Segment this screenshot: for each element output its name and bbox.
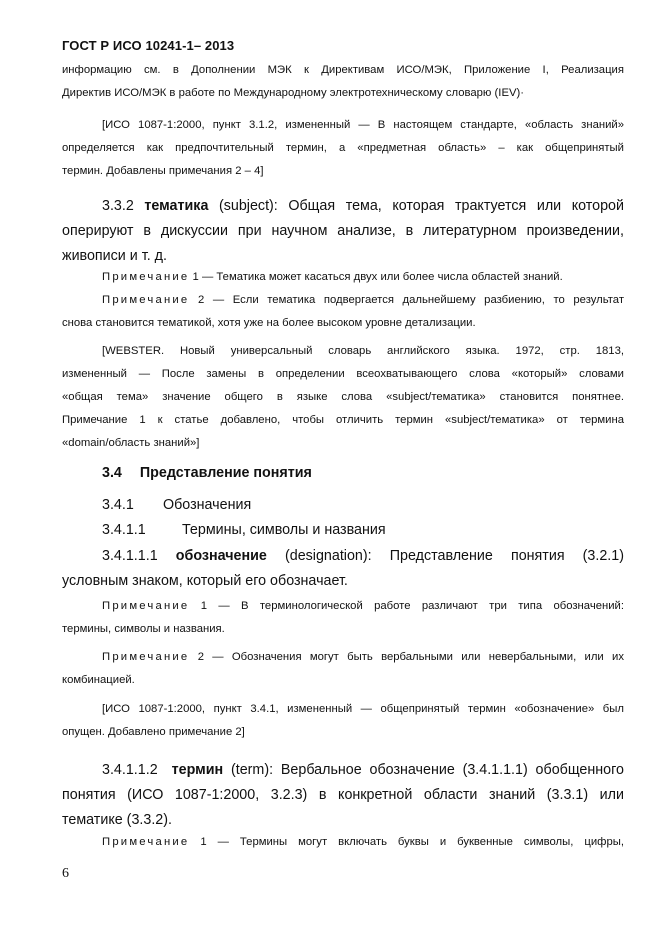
text-line: понятия (ИСО 1087-1:2000, 3.2.3) в конкретной области знаний (3.3.1) или <box>62 787 624 803</box>
term-english: (subject): <box>218 198 278 214</box>
note-number: 1 <box>192 271 199 283</box>
section-number: 3.4.1.1 <box>102 522 146 538</box>
note-text: — Если тематика подвергается дальнейшему разбиению, то результат <box>212 294 624 306</box>
text-line: термин. Добавлены примечания 2 – 4] <box>62 165 264 177</box>
term-english: (designation): <box>284 548 372 564</box>
text-line: измененный — После замены в определении всеохватывающего слова «который» словами <box>62 368 624 380</box>
term-definition-start: Вербальное обозначение (3.4.1.1.1) обобщенного <box>280 762 624 778</box>
text-line: тематике (3.3.2). <box>62 812 172 828</box>
note-number: 2 <box>197 651 204 663</box>
note-1 <box>62 595 624 618</box>
text-line: информацию см. в Дополнении МЭК к Директивам ИСО/МЭК, Приложение I, Реализация <box>62 64 624 76</box>
note-number: 1 <box>200 836 207 848</box>
term-number: 3.3.2 <box>102 198 134 214</box>
text-line: «общая тема» значение общего в языке слова «subject/тематика» становится понятнее. <box>62 391 624 403</box>
term-first-line <box>62 544 624 569</box>
note-text: — Термины могут включать буквы и буквенные символы, цифры, <box>217 836 624 848</box>
section-title-341: Обозначения <box>163 497 252 513</box>
term-english: (term): <box>230 762 274 778</box>
text-line: Примечание 1 к статье добавлено, чтобы отличить термин «subject/тематика» от термина <box>62 414 624 426</box>
text-line: «domain/область знаний»] <box>62 437 200 449</box>
note-label: Примечание <box>102 271 190 283</box>
text-line: опущен. Добавлено примечание 2] <box>62 726 245 738</box>
text-line: комбинацией. <box>62 674 135 686</box>
note-text: — Обозначения могут быть вербальными или невербальными, или их <box>212 651 624 663</box>
notes-34111-1 <box>62 595 624 641</box>
term-entry-332 <box>62 194 624 269</box>
section-heading-341 <box>102 497 134 513</box>
text-line: определяется как предпочтительный термин, а «предметная область» – как общепринятый <box>62 142 624 154</box>
note-1 <box>62 266 624 289</box>
text-line: оперируют в дискуссии при научном анализе, в литературном произведении, <box>62 223 624 239</box>
note-label: Примечание <box>102 651 190 663</box>
section-heading-3411 <box>102 522 146 538</box>
reference-iso-1087-312 <box>62 114 624 183</box>
text-line: [WEBSTER. Новый универсальный словарь английского языка. 1972, стр. 1813, <box>102 345 624 357</box>
notes-34112 <box>62 831 624 854</box>
note-label: Примечание <box>102 600 190 612</box>
intro-paragraph <box>62 59 624 105</box>
term-entry-34112 <box>62 758 624 833</box>
notes-332 <box>62 266 624 335</box>
note-2 <box>62 289 624 312</box>
section-number: 3.4.1 <box>102 497 134 513</box>
term-name: термин <box>171 762 224 778</box>
section-title: Представление понятия <box>139 465 312 481</box>
term-first-line <box>62 194 624 219</box>
note-label: Примечание <box>102 294 190 306</box>
term-definition-start: Представление понятия (3.2.1) <box>389 548 624 564</box>
text-line: термины, символы и названия. <box>62 623 225 635</box>
note-1 <box>62 831 624 854</box>
term-first-line <box>62 758 624 783</box>
text-line: снова становится тематикой, хотя уже на более высоком уровне детализации. <box>62 317 476 329</box>
notes-34111-2 <box>62 646 624 692</box>
note-number: 1 <box>200 600 208 612</box>
note-text: — В терминологической работе различают три типа обозначений: <box>218 600 625 612</box>
term-number: 3.4.1.1.1 <box>102 548 158 564</box>
reference-iso-1087-341 <box>62 698 624 744</box>
note-2 <box>62 646 624 669</box>
page-number: 6 <box>62 866 69 881</box>
term-name: обозначение <box>175 548 267 564</box>
note-label: Примечание <box>102 836 190 848</box>
text-line: Директив ИСО/МЭК в работе по Международному электротехническому словарю (IEV)· <box>62 87 525 99</box>
section-heading-34 <box>102 465 312 481</box>
text-line: живописи и т. д. <box>62 248 167 264</box>
document-header: ГОСТ Р ИСО 10241-1– 2013 <box>62 38 235 53</box>
term-entry-34111 <box>62 544 624 594</box>
text-line: условным знаком, который его обозначает. <box>62 573 348 589</box>
text-line: [ИСО 1087-1:2000, пункт 3.1.2, измененный — В настоящем стандарте, «область знаний» <box>102 119 624 131</box>
term-number: 3.4.1.1.2 <box>102 762 158 778</box>
reference-webster <box>62 340 624 455</box>
term-definition-start: Общая тема, которая трактуется или которой <box>288 198 624 214</box>
term-name: тематика <box>144 198 209 214</box>
note-number: 2 <box>197 294 205 306</box>
note-text: — Тематика может касаться двух или более числа областей знаний. <box>201 271 563 283</box>
section-title-3411: Термины, символы и названия <box>182 522 386 538</box>
section-number: 3.4 <box>102 465 122 481</box>
text-line: [ИСО 1087-1:2000, пункт 3.4.1, измененный — общепринятый термин «обозначение» был <box>102 703 624 715</box>
